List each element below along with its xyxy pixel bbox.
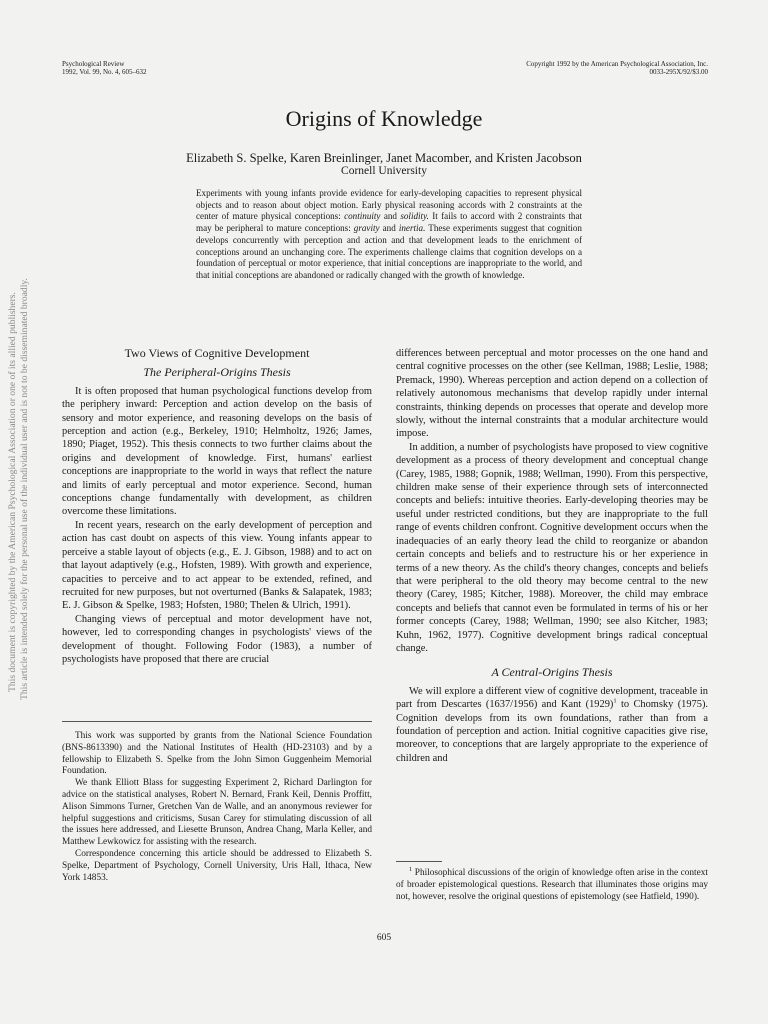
abstract-term-continuity: continuity <box>344 211 381 222</box>
author-note: We thank Elliott Blass for suggesting Experiment 2, Richard Darlington for advice on the statistical analyses, Robert N. Bernard, Frank Keil, Dennis Proffitt, Alison Simmons Turner, Gretchen Van de Walle, and an anonymous reviewer for helpful suggestions and criticisms, Susan Carey for stimulating discussion of all the issues here addressed, and Liesette Brunson, Andrea Chang, Marla Keller, and Matthew Lewkowicz for assisting with the research. <box>62 778 372 848</box>
abstract <box>196 188 582 282</box>
abstract-text-1: Experiments with young infants provide evidence for early-developing capacities to represent physical objects and to reason about object motion. Early physical reasoning accords with 2 constraints at the center of mature physical conceptions: <box>196 188 582 222</box>
left-column <box>62 347 372 666</box>
journal-name: Psychological Review <box>62 60 125 68</box>
abstract-term-inertia: inertia. <box>398 223 426 234</box>
body-paragraph: differences between perceptual and motor processes on the one hand and central cognitive processes on the other (see Kellman, 1988; Leslie, 1988; Premack, 1990). Whereas perception and action depend on a collection of relatively autonomous mechanisms that develop rapidly under internal constraints, thinking depends on processes that operate and develop more slowly, without the internal constraints that a modular architecture would impose. <box>396 348 708 440</box>
page-number: 605 <box>376 933 392 943</box>
body-paragraph <box>396 685 708 765</box>
abstract-term-gravity: gravity <box>353 223 380 234</box>
article-code: 0033-295X/92/$3.00 <box>649 68 708 76</box>
footnote-text: Philosophical discussions of the origin of knowledge often arise in the context of broader epistemological questions. Research that illuminates those origins may not, however, resolve the original questions of epistemology (see Hatfield, 1990). <box>396 868 708 902</box>
abstract-conjunction: and <box>380 211 401 222</box>
subsection-title: The Peripheral-Origins Thesis <box>143 365 291 380</box>
footnote-divider <box>396 861 442 862</box>
author-notes <box>62 731 372 884</box>
body-paragraph: In recent years, research on the early development of perception and action has cast doubt on aspects of this view. Young infants appear to perceive a stable layout of objects (e.g., E. J. Gibson, 1988) and to act on that layout adaptively (e.g., Hofsten, 1989). With growth and experience, capacities to perceive and to act appear to be extended, refined, and recruited for new purposes, but not overturned (Banks & Salapatek, 1983; E. J. Gibson & Spelke, 1983; Hofsten, 1980; Thelen & Ulrich, 1991). <box>62 519 372 612</box>
right-column <box>396 347 708 765</box>
abstract-text-2: It fails to accord with 2 constraints that may be peripheral to mature conceptions: <box>196 211 583 234</box>
journal-header <box>62 60 147 76</box>
abstract-conjunction-2: and <box>379 223 399 234</box>
usage-side-note: This article is intended solely for the personal use of the individual user and is not to be disseminated broadly. <box>19 278 30 700</box>
abstract-text-3: These experiments suggest that cognition develops concurrently with perception and action and that development leads to the enrichment of conceptions around an unchanging core. The experiments challenge claims that cognition develops on a foundation of perceptual or motor experience, that initial conceptions are inappropriate to the world, and that initial conceptions are abandoned or radically changed with the growth of knowledge. <box>196 223 582 280</box>
subsection-title: A Central-Origins Thesis <box>491 665 613 680</box>
body-paragraph: It is often proposed that human psychological functions develop from the periphery inward: Perception and action develop on the basis of sensory and motor experience, and reasoning develops on the basis of perception and action (e.g., Berkeley, 1910; Helmholtz, 1926; James, 1890; Piaget, 1952). This thesis connects to two further claims about the origins and development of knowledge. First, humans' earliest conceptions are inappropriate to the world in ways that reflect the nature and limits of early perceptual and motor experience. Second, human conceptions change fundamentally with development, as children overcome these limitations. <box>62 385 372 518</box>
copyright-notice: Copyright 1992 by the American Psychological Association, Inc. <box>526 60 708 68</box>
footnote <box>396 865 708 903</box>
copyright-header <box>526 60 708 76</box>
body-paragraph: Changing views of perceptual and motor development have not, however, led to corresponding changes in psychologists' views of the development of thought. Following Fodor (1983), a number of psychologists have proposed that there are crucial <box>62 613 372 665</box>
author-note: Correspondence concerning this article should be addressed to Elizabeth S. Spelke, Department of Psychology, Cornell University, Uris Hall, Ithaca, New York 14853. <box>62 848 372 883</box>
footnote-marker: 1 <box>409 865 413 873</box>
section-title: Two Views of Cognitive Development <box>124 346 310 360</box>
journal-issue: 1992, Vol. 99, No. 4, 605–632 <box>62 68 147 76</box>
footnote-divider <box>62 721 372 722</box>
paragraph-text: to Chomsky (1975). Cognition develops from its own foundations, rather than from a foundation of perception and action. Initial cognitive capacities give rise, moreover, to conceptions that are largely appropriate to the experience of children and <box>396 699 708 764</box>
body-paragraph: In addition, a number of psychologists have proposed to view cognitive development as a process of theory development and conceptual change (Carey, 1985, 1988; Gopnik, 1988; Wellman, 1990). From this perspective, children make sense of their experience through sets of interconnected concepts and beliefs: intuitive theories. Early-developing theories may be useful under restricted conditions, but they are inappropriate to the full range of events children confront. Cognitive development occurs when the inadequacies of an early theory lead the child to reorganize or abandon certain concepts and beliefs and to restructure his or her experience in terms of a new theory. As the child's theory changes, concepts and beliefs that were peripheral to the old theory may become central to the new theory (Carey, 1985; Kitcher, 1988). Moreover, the child may embrace concepts and beliefs that cannot even be formulated in terms of his or her former concepts (Carey, 1988; Wellman, 1990; see also Kitcher, 1983; Kuhn, 1962, 1977). Cognitive development brings radical conceptual change. <box>396 441 708 654</box>
author-list: Elizabeth S. Spelke, Karen Breinlinger, Janet Macomber, and Kristen Jacobson <box>186 151 582 165</box>
affiliation: Cornell University <box>341 165 427 177</box>
copyright-side-note: This document is copyrighted by the American Psychological Association or one of its allied publishers. <box>7 292 18 692</box>
footnote-marker: 1 <box>613 697 617 705</box>
abstract-term-solidity: solidity. <box>400 211 429 222</box>
author-note: This work was supported by grants from the National Science Foundation (BNS-8613390) and the National Institutes of Health (HD-23103) and by a fellowship to Elizabeth S. Spelke from the John Simon Guggenheim Memorial Foundation. <box>62 731 372 777</box>
paragraph-text: We will explore a different view of cognitive development, traceable in part from Descartes (1637/1956) and Kant (1929) <box>396 685 708 711</box>
article-title: Origins of Knowledge <box>285 106 483 131</box>
